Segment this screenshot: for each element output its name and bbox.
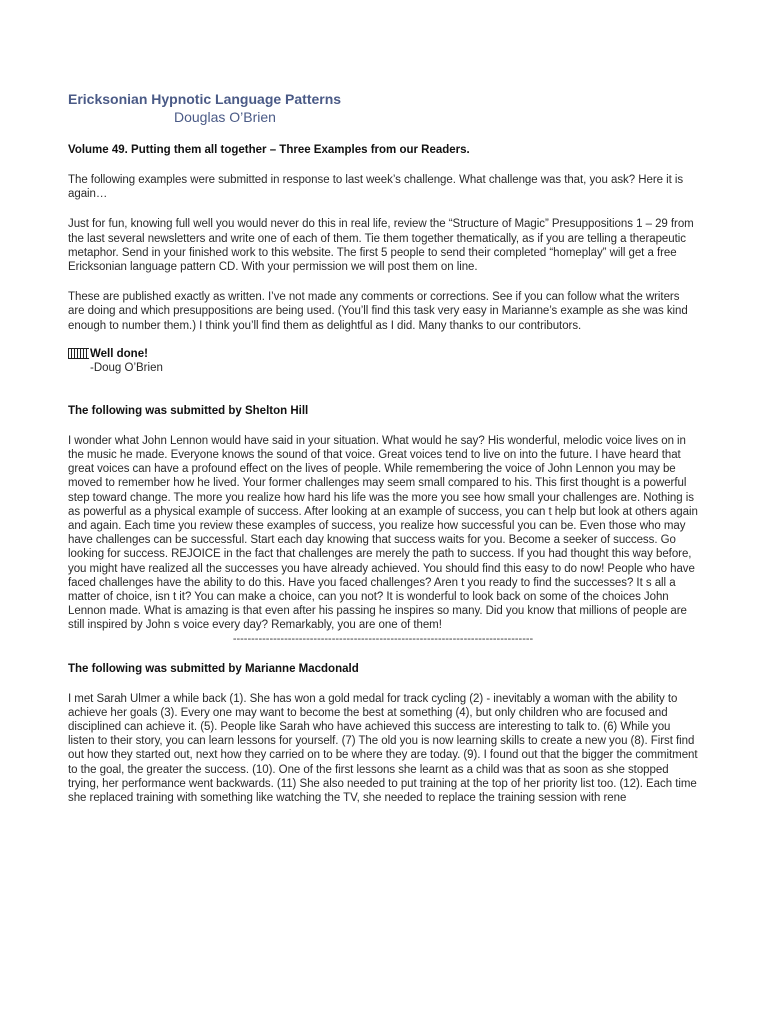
intro-paragraph-3: These are published exactly as written. I’ve not made any comments or corrections. See if you can follow what the writers are doing and which presuppositions are being used. (You’ll find this task very easy in Marianne’s example as she was kind enough to number them.) I think you’ll find them as delightful as I did. Many thanks to our contributors. — [68, 291, 688, 332]
submission-1-heading: The following was submitted by Shelton Hill — [68, 404, 309, 417]
separator-line: ---------------------------------------------------------------------------------- — [232, 632, 534, 645]
tab-glyphs-icon — [68, 348, 89, 359]
submission-2-text: I met Sarah Ulmer a while back (1). She has won a gold medal for track cycling (2) - inevitably a woman with the ability to achieve her goals (3). Every one may want to become the best at something (4), but only children who are focused and disciplined can achieve it. (5). People like Sarah who have achieved this success are interesting to talk to. (6) While you listen to their story, you can learn lessons for yourself. (7) The old you is now learning skills to create a new you (8). First find out how they started out, next how they carried on to be where they are today. (9). I found out that the bigger the commitment to the goal, the greater the success. (10). One of the first lessons she learnt as a child was that as soon as she stopped trying, her performance went backwards. (11) She also needed to put training at the top of her priority list too. (12). Each time she replaced training with something like watching the TV, she needed to replace the training session with rene — [68, 692, 698, 805]
intro-paragraph-2: Just for fun, knowing full well you would never do this in real life, review the “Structure of Magic” Presuppositions 1 – 29 from the last several newsletters and write one of each of them. Tie them together thematically, as if you are telling a therapeutic metaphor. Send in your finished work to this website. The first 5 people to send their completed “homeplay” will get a free Ericksonian language pattern CD. With your permission we will post them on line. — [68, 218, 694, 274]
well-done-text: Well done! — [90, 347, 148, 360]
submission-2-heading: The following was submitted by Marianne Macdonald — [68, 662, 359, 675]
well-done-line — [68, 347, 698, 361]
signature: -Doug O’Brien — [90, 361, 163, 374]
document-title: Ericksonian Hypnotic Language Patterns — [68, 91, 342, 107]
intro-paragraph-1: The following examples were submitted in response to last week’s challenge. What challenge was that, you ask? Here it is again… — [68, 174, 684, 201]
submission-1-text: I wonder what John Lennon would have said in your situation. What would he say? His wonderful, melodic voice lives on in the music he made. Everyone knows the sound of that voice. Great voices tend to live on into the future. I have heard that great voices can have a profound effect on the lives of people. While remembering the voice of John Lennon you may be moved to remember how he lived. Your former challenges may seem small compared to his. This first thought is a powerful step toward change. The more you realize how hard his life was the more you see how small your challenges are. Nothing is as powerful as a physical example of success. After looking at an example of success, you can t help but look at others again and again. Each time you review these examples of success, you realize how successful you can be. Even those who may have challenges can be successful. Start each day knowing that success waits for you. Become a seeker of success. Go looking for success. REJOICE in the fact that challenges are merely the path to success. If you had thought this way before, you might have realized all the successes you have already achieved. You should find this easy to do now! People who have faced challenges have the ability to do this. Have you faced challenges? Aren t you ready to find the successes? It s all a matter of choice, isn t it? You can make a choice, can you not? It is wonderful to look back on some of the choices John Lennon made. What is amazing is that even after his passing he inspires so many. Did you know that millions of people are still inspired by John s voice every day? Remarkably, you are one of them! — [68, 434, 698, 632]
volume-heading: Volume 49. Putting them all together – Three Examples from our Readers. — [68, 144, 470, 156]
document-author: Douglas O’Brien — [174, 109, 276, 125]
